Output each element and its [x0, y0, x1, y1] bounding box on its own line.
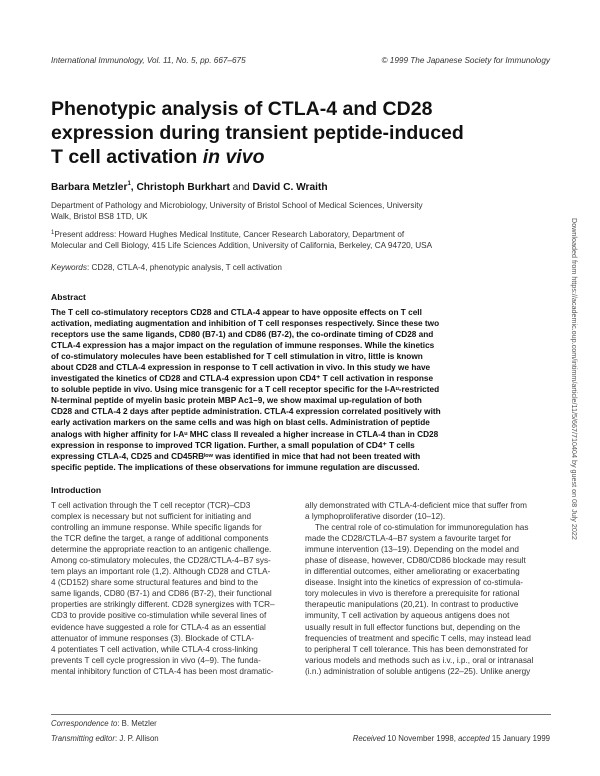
intro-right-line: tory molecules in vivo is therefore a prerequisite for rational [305, 589, 520, 599]
received-label: Received [352, 734, 386, 743]
intro-right-line: immune intervention (13–19). Depending on the model and [305, 545, 519, 555]
intro-left-line: controlling an immune response. While specific ligands for [51, 523, 262, 533]
intro-right-line: ally demonstrated with CTLA-4-deficient mice that suffer from [305, 501, 527, 510]
running-head-journal: International Immunology, Vol. 11, No. 5, pp. 667–675 [51, 56, 246, 65]
intro-right-line: therapeutic manipulations (20,21). In contrast to productive [305, 600, 519, 610]
introduction-heading: Introduction [51, 485, 102, 495]
intro-left-line: evidence have suggested a role for CTLA-4 as an essential [51, 622, 266, 632]
intro-right-line: a lymphoproliferative disorder (10–12). [305, 512, 446, 522]
abstract-body [51, 307, 551, 473]
affiliation-line-2: Walk, Bristol BS8 1TD, UK [51, 212, 148, 221]
intro-left-line: tem plays an important role (1,2). Although CD28 and CTLA- [51, 567, 271, 577]
abstract-line: early activation markers on the same cells and was high on blast cells. Administration of peptide [51, 418, 430, 428]
received-text: 10 November 1998, [385, 734, 459, 743]
abstract-line: specific peptide. The implications of these observations for immune regulation are discussed. [51, 462, 420, 472]
intro-right-line: disease. Insight into the kinetics of expression of co-stimula- [305, 578, 523, 588]
intro-right-line: immunity, T cell activation by aqueous antigens does not [305, 611, 510, 621]
author-1-mark: 1 [127, 181, 131, 187]
abstract-line: expressing CTLA-4, CD25 and CD45RBˡᵒʷ was identified in mice that had not been treated with [51, 451, 421, 461]
footer-divider [51, 714, 551, 715]
intro-left-line: complex is necessary but not sufficient for initiating and [51, 512, 252, 522]
intro-left-line: Among co-stimulatory molecules, the CD28/CTLA-4–B7 sys- [51, 556, 271, 566]
intro-right-line: made the CD28/CTLA-4–B7 system a favourite target for [305, 534, 512, 544]
present-address-line-1 [51, 229, 511, 240]
intro-right-line: to peripheral T cell tolerance. This has been demonstrated for [305, 644, 529, 654]
author-sep: , [130, 182, 137, 193]
present-address [51, 229, 511, 251]
abstract-line: to soluble peptide in vivo. Using mice transgenic for a T cell receptor specific for the I-Aᵘ-restricted [51, 385, 440, 395]
introduction-left-column [51, 500, 294, 677]
title-line-2: expression during transient peptide-induced [51, 122, 464, 144]
abstract-line: expression in response to improved TCR ligation. Further, a small population of CD4⁺ T cells [51, 440, 415, 450]
title-line-3 [51, 145, 511, 169]
abstract-line: investigated the kinetics of CD28 and CTLA-4 expression upon CD4⁺ T cell activation in response [51, 374, 434, 384]
present-address-line-1-text: Present address: Howard Hughes Medical Institute, Cancer Research Laboratory, Department of [54, 230, 405, 239]
intro-left-line: 4 (CD152) share some structural features and bind to the [51, 578, 259, 588]
present-address-line-2: Molecular and Cell Biology, 415 Life Sciences Addition, University of California, Berkeley, CA 94720, USA [51, 241, 433, 250]
intro-left-line: T cell activation through the T cell receptor (TCR)–CD3 [51, 501, 251, 510]
author-1: Barbara Metzler [51, 182, 128, 193]
keywords [51, 263, 282, 272]
abstract-line: analogs with higher affinity for I-Aᵘ MHC class II revealed a higher increase in CTLA-4 than in CD28 [51, 429, 439, 439]
keywords-label: Keywords [51, 263, 87, 272]
editor-label: Transmitting editor [51, 734, 115, 743]
keywords-text: : CD28, CTLA-4, phenotypic analysis, T cell activation [86, 263, 282, 272]
abstract-line: The T cell co-stimulatory receptors CD28 and CTLA-4 appear to have opposite effects on T cell [51, 308, 422, 317]
intro-left-line: determine the appropriate reaction to an antigenic challenge. [51, 545, 272, 555]
abstract-heading: Abstract [51, 292, 86, 302]
paper-title [51, 97, 511, 169]
title-line-3-italic: in vivo [202, 146, 265, 168]
intro-left-line: the TCR define the target, a range of additional components [51, 534, 269, 544]
affiliation [51, 200, 481, 222]
intro-right-line: (i.n.) administration of soluble antigens (22–25). Unlike anergy [305, 666, 531, 676]
running-head-copyright: © 1999 The Japanese Society for Immunology [381, 56, 550, 65]
intro-left-line: properties are strikingly different. CD28 synergizes with TCR– [51, 600, 275, 610]
intro-right-line: in differential outcomes, either ameliorating or exacerbating [305, 567, 520, 577]
intro-right-line: frequencies of treatment and specific T cells, may instead lead [305, 633, 531, 643]
abstract-line: about CD28 and CTLA-4 expression in response to T cell activation in vivo. In this study we have [51, 363, 431, 373]
intro-left-line: 4 potentiates T cell activation, while CTLA-4 cross-linking [51, 644, 258, 654]
accepted-text: 15 January 1999 [489, 734, 550, 743]
intro-left-line: CD3 to provide positive co-stimulation while several lines of [51, 611, 267, 621]
intro-left-line: same ligands, CD80 (B7-1) and CD86 (B7-2), their functional [51, 589, 272, 599]
intro-left-line: prevents T cell cycle progression in vivo (4–9). The funda- [51, 655, 261, 665]
accepted-label: accepted [458, 734, 490, 743]
abstract-line: activation, mediating augmentation and inhibition of T cell responses respectively. Since these two [51, 319, 440, 329]
author-3: David C. Wraith [252, 182, 328, 193]
intro-right-line: usually result in full effector functions but, depending on the [305, 622, 521, 632]
transmitting-editor [51, 734, 159, 743]
intro-right-line: various models and methods such as i.v., i.p., oral or intranasal [305, 655, 534, 665]
author-list [51, 182, 328, 193]
author-2: Christoph Burkhart [136, 182, 230, 193]
abstract-line: N-terminal peptide of myelin basic protein MBP Ac1–9, we show maximal up-regulation of both [51, 396, 422, 406]
abstract-line: CD28 and CTLA-4 2 days after peptide administration. CTLA-4 expression correlated positively with [51, 407, 441, 417]
intro-right-line: The central role of co-stimulation for immunoregulation has [315, 523, 529, 533]
correspondence [51, 719, 157, 728]
editor-text: : J. P. Allison [115, 734, 159, 743]
correspondence-text: : B. Metzler [117, 719, 157, 728]
abstract-line: receptors use the same ligands, CD80 (B7-1) and CD86 (B7-2), the co-ordinate timing of CD28 and [51, 330, 434, 340]
received-accepted [353, 734, 550, 743]
download-watermark: Downloaded from https://academic.oup.com/intimm/article/11/5/667/710404 by guest on 08 July 2022 [570, 218, 579, 540]
introduction-right-column [305, 500, 548, 677]
abstract-line: of co-stimulatory molecules have been established for T cell stimulation in vitro, little is known [51, 352, 423, 362]
present-address-mark: 1 [51, 230, 55, 236]
author-and: and [229, 182, 253, 193]
abstract-line: CTLA-4 expression has a major impact on the regulation of immune responses. While the kinetics [51, 341, 435, 351]
affiliation-line-1: Department of Pathology and Microbiology, University of Bristol School of Medical Sciences, University [51, 201, 423, 210]
intro-left-line: attenuator of immune responses (3). Blockade of CTLA- [51, 633, 254, 643]
title-line-3-text: T cell activation [51, 146, 203, 168]
title-line-1: Phenotypic analysis of CTLA-4 and CD28 [51, 98, 433, 120]
correspondence-label: Correspondence to [51, 719, 118, 728]
intro-right-line: phase of disease, however, CD80/CD86 blockade may result [305, 556, 526, 566]
intro-left-line: mental inhibitory function of CTLA-4 has been most dramatic- [51, 666, 274, 676]
